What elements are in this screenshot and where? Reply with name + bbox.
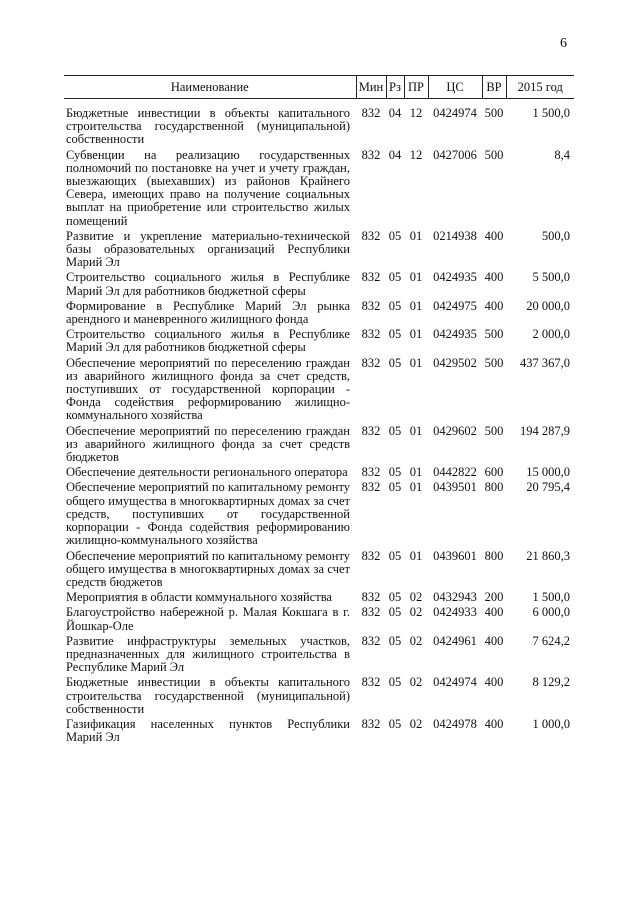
table-row [64, 635, 574, 677]
row-name-cell: Благоустройство набережной р. Малая Кокшага в г. Йошкар-Оле [66, 605, 350, 633]
row-vr-cell: 800 [484, 480, 504, 495]
row-cs-cell: 0427006 [433, 147, 477, 162]
row-cs-cell: 0424961 [433, 633, 477, 648]
row-rz-cell: 05 [388, 355, 402, 370]
header-year: 2015 год [506, 76, 574, 99]
row-min-cell: 832 [361, 355, 381, 370]
row-min-cell: 832 [361, 605, 381, 620]
row-rz-cell: 05 [388, 633, 402, 648]
table-row [64, 591, 574, 606]
row-vr-cell: 800 [484, 548, 504, 563]
row-vr-cell: 500 [484, 147, 504, 162]
row-min-cell: 832 [361, 675, 381, 690]
row-vr-cell: 400 [484, 675, 504, 690]
row-pr-cell: 02 [409, 716, 423, 731]
page-number: 6 [560, 36, 567, 51]
row-name-cell: Развитие и укрепление материально-технической базы образовательных организаций Республики Марий Эл [66, 228, 350, 270]
row-rz-cell: 05 [388, 423, 402, 438]
table-row [64, 328, 574, 356]
table-header [64, 76, 574, 99]
row-pr-cell: 02 [409, 590, 423, 605]
row-cs-cell: 0424978 [433, 716, 477, 731]
row-pr-cell: 01 [409, 465, 423, 480]
row-name-cell: Обеспечение мероприятий по капитальному ремонту общего имущества в многоквартирных домах за счет средств, поступивших от государственной корпорации - Фонда содействия реформированию жилищно-коммунального хозяйства [66, 480, 350, 548]
budget-table [64, 75, 574, 746]
row-rz-cell: 05 [388, 716, 402, 731]
header-min: Мин [356, 76, 386, 99]
row-vr-cell: 500 [484, 106, 504, 120]
row-pr-cell: 01 [409, 480, 423, 495]
table-row [64, 481, 574, 549]
row-pr-cell: 01 [409, 298, 423, 313]
row-sum-cell: 1 500,0 [532, 590, 570, 605]
row-cs-cell: 0424935 [433, 327, 477, 342]
table-body [64, 99, 574, 747]
row-pr-cell: 12 [409, 106, 423, 120]
row-cs-cell: 0424974 [433, 106, 477, 120]
row-pr-cell: 02 [409, 605, 423, 620]
row-rz-cell: 05 [388, 605, 402, 620]
row-cs-cell: 0214938 [433, 228, 477, 243]
row-pr-cell: 01 [409, 355, 423, 370]
row-rz-cell: 05 [388, 675, 402, 690]
row-sum-cell: 1 500,0 [532, 106, 570, 120]
row-pr-cell: 01 [409, 423, 423, 438]
row-vr-cell: 400 [484, 716, 504, 731]
header-rz: Рз [386, 76, 404, 99]
table-row [64, 718, 574, 746]
table-row [64, 425, 574, 467]
row-sum-cell: 5 500,0 [532, 270, 570, 285]
row-rz-cell: 04 [388, 106, 402, 120]
row-rz-cell: 05 [388, 298, 402, 313]
row-sum-cell: 7 624,2 [532, 633, 570, 648]
row-pr-cell: 02 [409, 633, 423, 648]
row-min-cell: 832 [361, 633, 381, 648]
row-pr-cell: 01 [409, 270, 423, 285]
header-cs: ЦС [428, 76, 482, 99]
row-sum-cell: 20 000,0 [526, 298, 570, 313]
row-cs-cell: 0439501 [433, 480, 477, 495]
row-sum-cell: 15 000,0 [526, 465, 570, 480]
row-sum-cell: 20 795,4 [526, 480, 570, 495]
table-row [64, 550, 574, 592]
row-sum-cell: 437 367,0 [520, 355, 570, 370]
row-min-cell: 832 [361, 590, 381, 605]
row-name-cell: Субвенции на реализацию государственных полномочий по постановке на учет и учету граждан, выезжающих (выехавших) из районов Крайнего Севера, имеющих право на получение социальных выплат на приобретение или строительство жилых помещений [66, 147, 350, 228]
row-pr-cell: 02 [409, 675, 423, 690]
row-rz-cell: 05 [388, 548, 402, 563]
row-name-cell: Обеспечение мероприятий по капитальному ремонту общего имущества в многоквартирных домах за счет средств бюджетов [66, 548, 350, 589]
row-min-cell: 832 [361, 423, 381, 438]
table-row [64, 606, 574, 634]
row-pr-cell: 01 [409, 228, 423, 243]
row-sum-cell: 2 000,0 [532, 327, 570, 342]
row-name-cell: Развитие инфраструктуры земельных участков, предназначенных для жилищного строительства в Республике Марий Эл [66, 633, 350, 675]
row-cs-cell: 0424935 [433, 270, 477, 285]
row-cs-cell: 0432943 [433, 590, 477, 605]
row-name-cell: Строительство социального жилья в Республике Марий Эл для работников бюджетной сферы [66, 270, 350, 298]
row-rz-cell: 05 [388, 327, 402, 342]
row-min-cell: 832 [361, 270, 381, 285]
row-rz-cell: 05 [388, 228, 402, 243]
header-pr: ПР [404, 76, 428, 99]
row-cs-cell: 0424974 [433, 675, 477, 690]
row-name-cell: Газификация населенных пунктов Республики Марий Эл [66, 716, 350, 745]
row-name-cell: Обеспечение мероприятий по переселению граждан из аварийного жилищного фонда за счет средств бюджетов [66, 423, 350, 465]
row-min-cell: 832 [361, 327, 381, 342]
row-name-cell: Формирование в Республике Марий Эл рынка арендного и маневренного жилищного фонда [66, 298, 350, 327]
row-sum-cell: 500,0 [541, 228, 570, 243]
row-cs-cell: 0429502 [433, 355, 477, 370]
row-sum-cell: 194 287,9 [520, 423, 570, 438]
row-cs-cell: 0429602 [433, 423, 477, 438]
row-vr-cell: 500 [484, 355, 504, 370]
row-sum-cell: 21 860,3 [526, 548, 570, 563]
table-row [64, 676, 574, 718]
table-row [64, 149, 574, 230]
row-name-cell: Обеспечение деятельности регионального оператора [66, 465, 348, 480]
row-cs-cell: 0424933 [433, 605, 477, 620]
row-min-cell: 832 [361, 298, 381, 313]
row-min-cell: 832 [361, 465, 381, 480]
row-name-cell: Бюджетные инвестиции в объекты капитального строительства государственной (муниципальной) собственности [66, 106, 350, 147]
row-pr-cell: 01 [409, 548, 423, 563]
row-vr-cell: 500 [484, 327, 504, 342]
row-vr-cell: 400 [484, 605, 504, 620]
row-min-cell: 832 [361, 716, 381, 731]
row-vr-cell: 400 [484, 270, 504, 285]
row-vr-cell: 200 [484, 590, 504, 605]
row-pr-cell: 12 [409, 147, 423, 162]
row-name-cell: Бюджетные инвестиции в объекты капитального строительства государственной (муниципальной) собственности [66, 675, 350, 716]
row-rz-cell: 05 [388, 590, 402, 605]
row-rz-cell: 04 [388, 147, 402, 162]
table-row [64, 271, 574, 299]
row-name-cell: Обеспечение мероприятий по переселению граждан из аварийного жилищного фонда за счет средств, поступивших от государственной корпорации - Фонда содействия реформированию жилищно-коммунального хозяйства [66, 355, 350, 423]
header-vr: ВР [482, 76, 506, 99]
row-vr-cell: 400 [484, 633, 504, 648]
row-vr-cell: 600 [484, 465, 504, 480]
table-row [64, 466, 574, 481]
row-min-cell: 832 [361, 548, 381, 563]
row-vr-cell: 400 [484, 228, 504, 243]
row-cs-cell: 0439601 [433, 548, 477, 563]
row-min-cell: 832 [361, 147, 381, 162]
row-sum-cell: 1 000,0 [532, 716, 570, 731]
row-name-cell: Мероприятия в области коммунального хозяйства [66, 590, 332, 605]
row-sum-cell: 6 000,0 [532, 605, 570, 620]
row-sum-cell: 8,4 [554, 147, 570, 162]
row-sum-cell: 8 129,2 [532, 675, 570, 690]
table-row [64, 99, 574, 149]
row-min-cell: 832 [361, 106, 381, 120]
row-cs-cell: 0442822 [433, 465, 477, 480]
row-rz-cell: 05 [388, 480, 402, 495]
row-rz-cell: 05 [388, 270, 402, 285]
table-row [64, 300, 574, 328]
table-row [64, 357, 574, 425]
row-min-cell: 832 [361, 480, 381, 495]
row-vr-cell: 400 [484, 298, 504, 313]
header-name: Наименование [64, 76, 356, 99]
row-pr-cell: 01 [409, 327, 423, 342]
row-min-cell: 832 [361, 228, 381, 243]
row-name-cell: Строительство социального жилья в Республике Марий Эл для работников бюджетной сферы [66, 327, 350, 355]
row-rz-cell: 05 [388, 465, 402, 480]
table-row [64, 230, 574, 272]
row-vr-cell: 500 [484, 423, 504, 438]
row-cs-cell: 0424975 [433, 298, 477, 313]
